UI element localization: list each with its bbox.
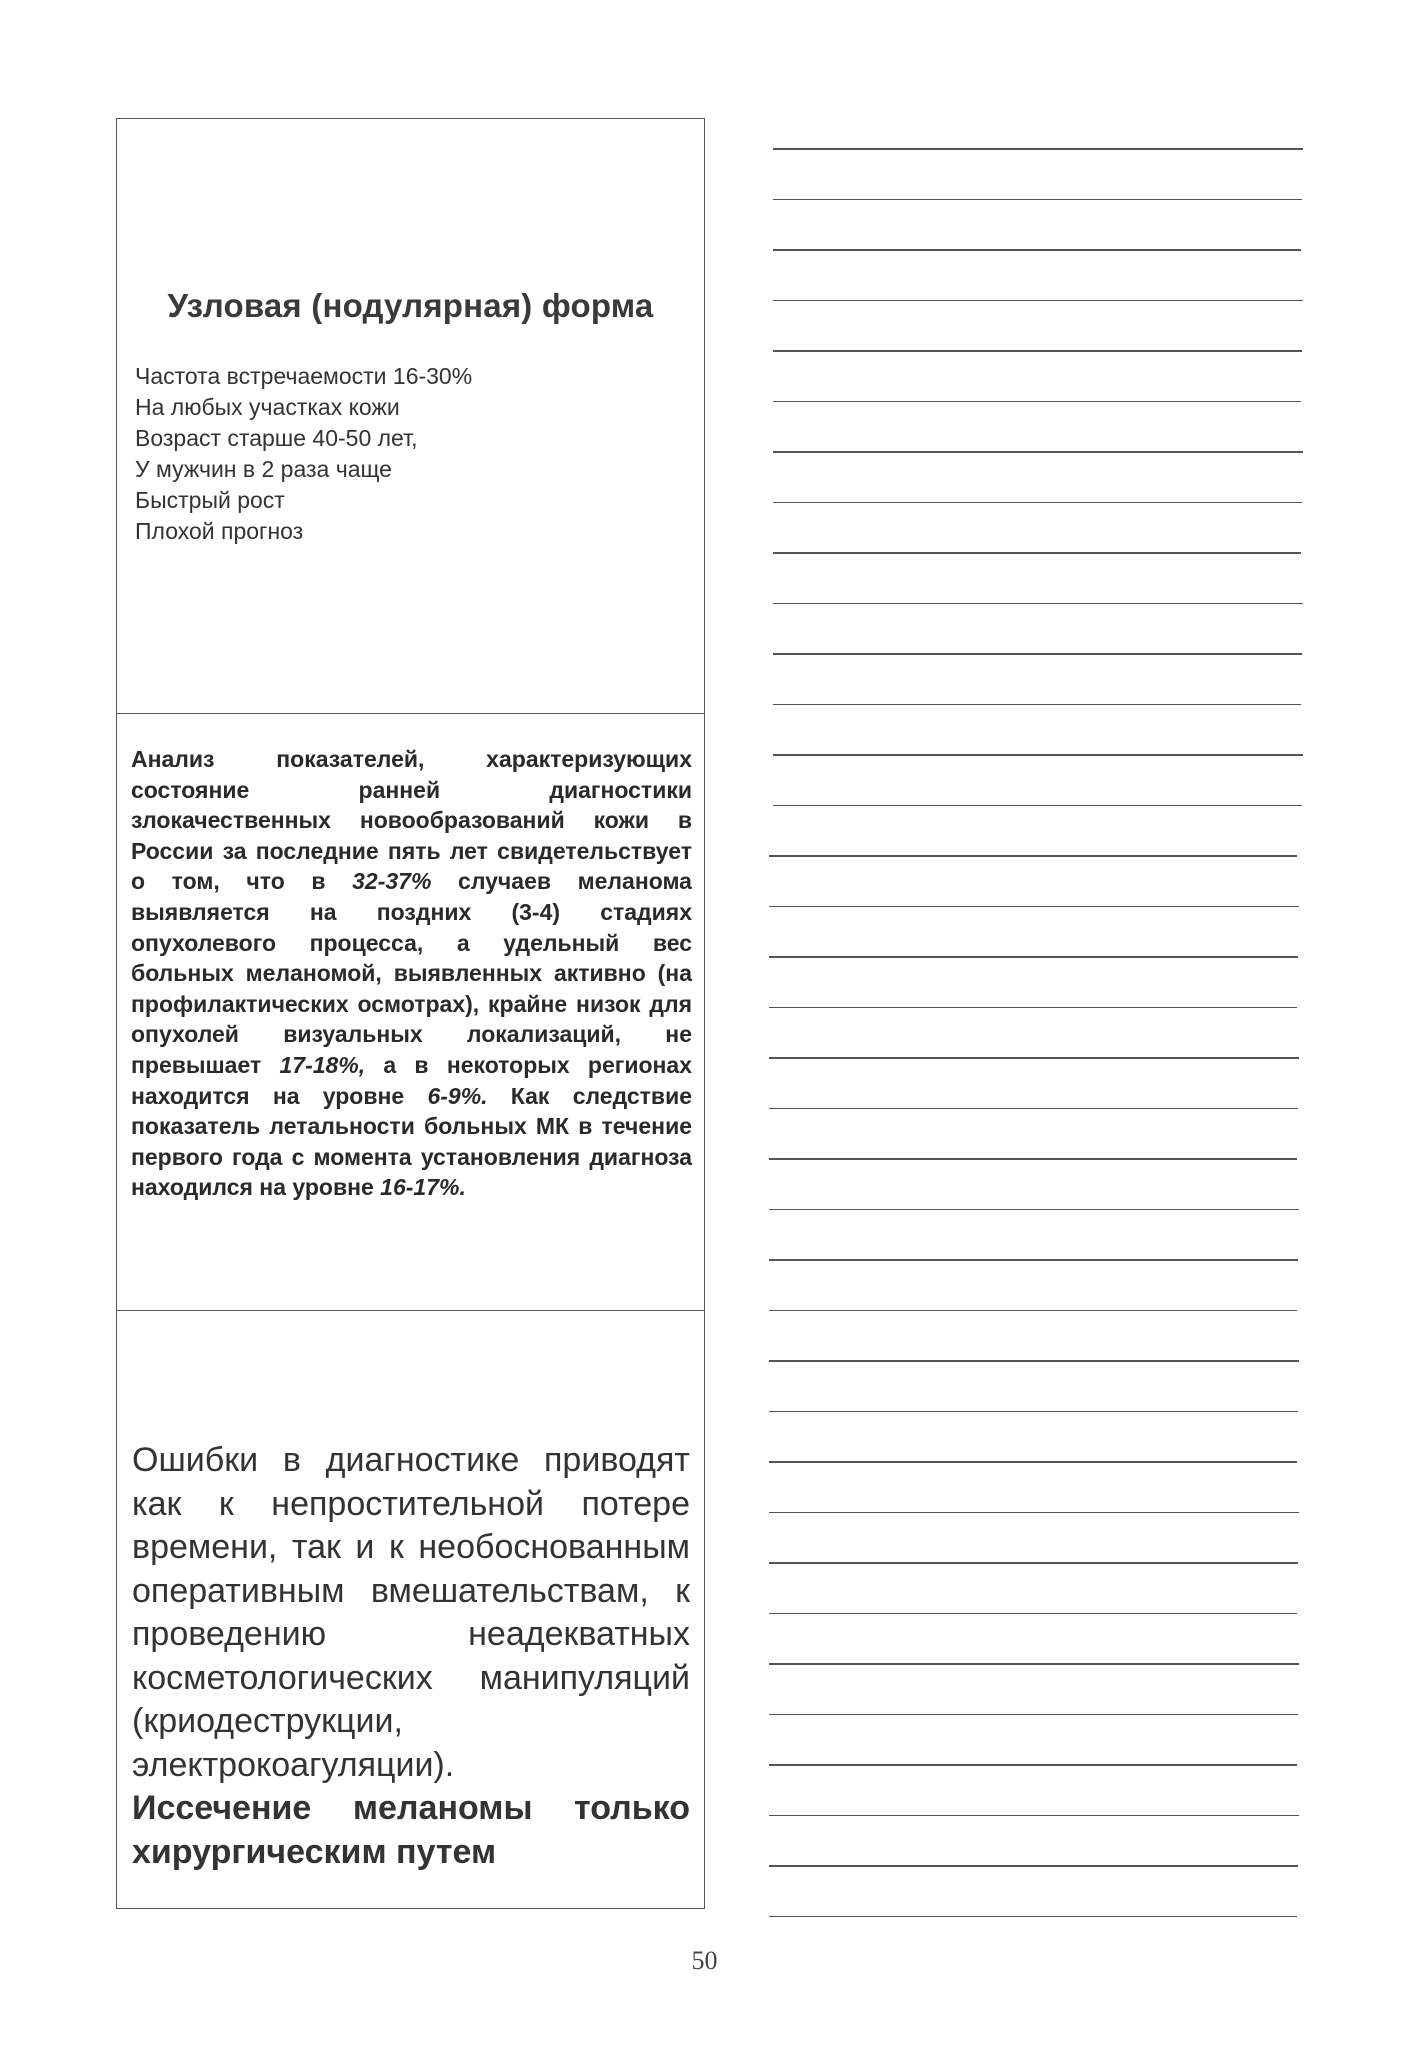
note-line [769,1663,1299,1665]
slide-title: Узловая (нодулярная) форма [167,287,654,324]
note-line [773,401,1301,403]
analysis-paragraph [131,744,692,1203]
note-line [773,249,1301,251]
list-item: Быстрый рост [135,487,285,513]
note-line [773,552,1301,554]
note-line [769,956,1298,958]
note-line [769,1259,1298,1261]
note-line [769,1411,1298,1413]
note-line [773,350,1302,352]
list-item: Плохой прогноз [135,518,304,544]
note-line [769,1158,1297,1160]
percent-value: 16-17%. [380,1174,466,1201]
excision-note: Иссечение меланомы только хирургическим путем [132,1789,690,1871]
page-number: 50 [691,1946,718,1975]
notes-lines-area [773,0,1308,1900]
note-line [773,148,1303,150]
list-item: Возраст старше 40-50 лет, [135,425,418,451]
note-line [769,1815,1299,1817]
note-line [773,603,1303,605]
note-line [773,300,1303,302]
note-line [773,653,1302,655]
note-line [773,754,1303,756]
percent-value: 6-9%. [427,1082,488,1109]
note-line [773,805,1302,807]
list-item: У мужчин в 2 раза чаще [135,456,392,482]
text-segment: Анализ показателей, характеризующих состояние ранней диагностики злокачественных новообразований кожи в России за последние пять лет свидетельствует о том, что в [131,746,692,895]
slide-nodular-form [117,119,704,713]
note-line [773,199,1302,201]
list-item: На любых участках кожи [135,394,400,420]
note-line [773,451,1303,453]
slides-column [116,118,705,1909]
note-line [773,502,1302,504]
note-line [769,1310,1297,1312]
note-line [769,906,1299,908]
note-line [769,1916,1297,1918]
note-line [769,1714,1298,1716]
slide-diagnostic-errors [117,1310,704,1910]
slide-diagnostics-analysis [117,713,704,1310]
percent-value: 32-37% [352,868,432,895]
text-segment: Как следствие показатель летальности больных МК в течение первого года с момента установления диагноза находился на уровне [131,1082,693,1201]
note-line [769,1360,1299,1362]
note-line [769,1613,1297,1615]
note-line [769,1865,1298,1867]
errors-paragraph [132,1439,690,1874]
text-segment: случаев меланома выявляется на поздних (3-4) стадиях опухолевого процесса, а удельный вес больных меланомой, выявленных активно (на профилактических осмотрах), крайне низок для опухолей визуальных локализаций, не превышает [131,868,692,1078]
note-line [769,855,1297,857]
note-line [769,1512,1299,1514]
note-line [769,1461,1297,1463]
note-line [769,1562,1298,1564]
text-segment: а в некоторых регионах находится на уровне [131,1051,693,1109]
note-line [769,1764,1297,1766]
note-line [769,1209,1299,1211]
errors-text: Ошибки в диагностике приводят как к непростительной потере времени, так и к необоснованным оперативным вмешательствам, к проведению неадекватных косметологических манипуляций (криодеструкции, электрокоагуляции). [132,1441,690,1784]
note-line [773,704,1301,706]
feature-list [135,361,472,547]
note-line [769,1108,1298,1110]
list-item: Частота встречаемости 16-30% [135,363,473,389]
percent-value: 17-18%, [279,1051,366,1078]
note-line [769,1007,1297,1009]
note-line [769,1057,1299,1059]
